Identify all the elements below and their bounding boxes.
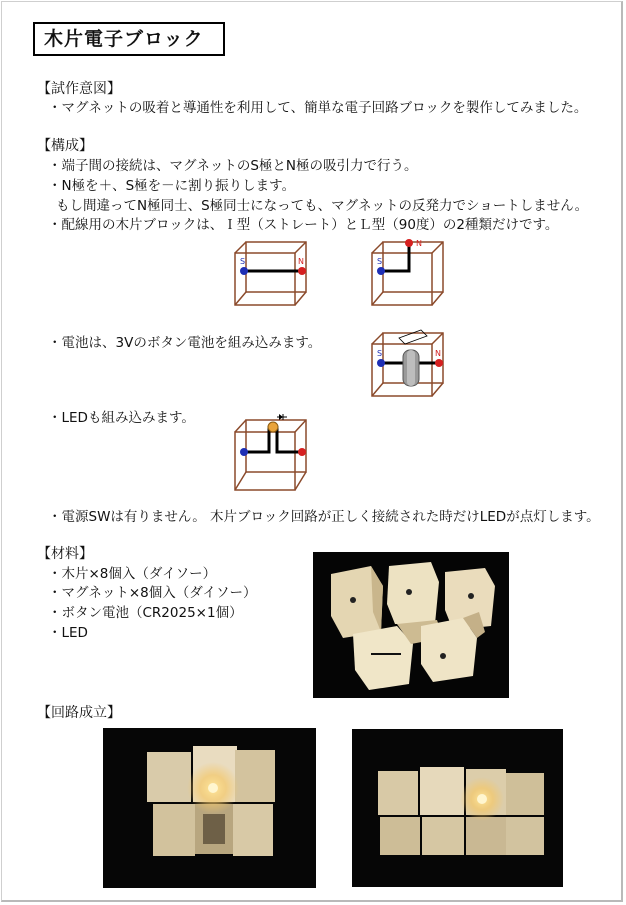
north-label: N <box>435 349 441 358</box>
south-label: S <box>377 257 383 266</box>
materials-photo <box>313 552 509 698</box>
south-label: S <box>240 257 246 266</box>
south-label: S <box>377 349 383 358</box>
page-title: 木片電子ブロック <box>33 22 225 56</box>
led-block-diagram <box>232 412 322 494</box>
structure-line-1: ・端子間の接続は、マグネットのS極とN極の吸引力で行う。 <box>48 158 418 174</box>
north-label: N <box>298 257 304 266</box>
material-item: ・LED <box>48 625 88 641</box>
purpose-text: ・マグネットの吸着と導通性を利用して、簡単な電子回路ブロックを製作してみました。 <box>48 100 588 116</box>
circuit-photo-square <box>103 728 316 888</box>
structure-heading: 【構成】 <box>37 138 93 154</box>
material-item: ・ボタン電池（CR2025×1個） <box>48 605 243 621</box>
structure-line-4: ・配線用の木片ブロックは、Ｉ型（ストレート）とＬ型（90度）の2種類だけです。 <box>48 217 559 233</box>
battery-text: ・電池は、3Vのボタン電池を組み込みます。 <box>48 335 322 351</box>
structure-line-3: もし間違ってN極同士、S極同士になっても、マグネットの反発力でショートしません。 <box>56 198 589 214</box>
i-type-block-diagram <box>232 240 322 312</box>
led-text: ・LEDも組み込みます。 <box>48 410 195 426</box>
l-type-block-diagram <box>369 236 459 312</box>
structure-line-2: ・N極を＋、S極を－に割り振りします。 <box>48 178 296 194</box>
battery-block-diagram <box>369 326 459 404</box>
circuit-heading: 【回路成立】 <box>37 705 121 721</box>
purpose-heading: 【試作意図】 <box>37 81 121 97</box>
material-item: ・木片×8個入（ダイソー） <box>48 566 217 582</box>
material-item: ・マグネット×8個入（ダイソー） <box>48 585 257 601</box>
power-text: ・電源SWは有りません。 木片ブロック回路が正しく接続された時だけLEDが点灯します。 <box>48 509 600 525</box>
materials-heading: 【材料】 <box>37 546 93 562</box>
north-label: N <box>416 239 422 248</box>
circuit-photo-row <box>352 729 563 887</box>
